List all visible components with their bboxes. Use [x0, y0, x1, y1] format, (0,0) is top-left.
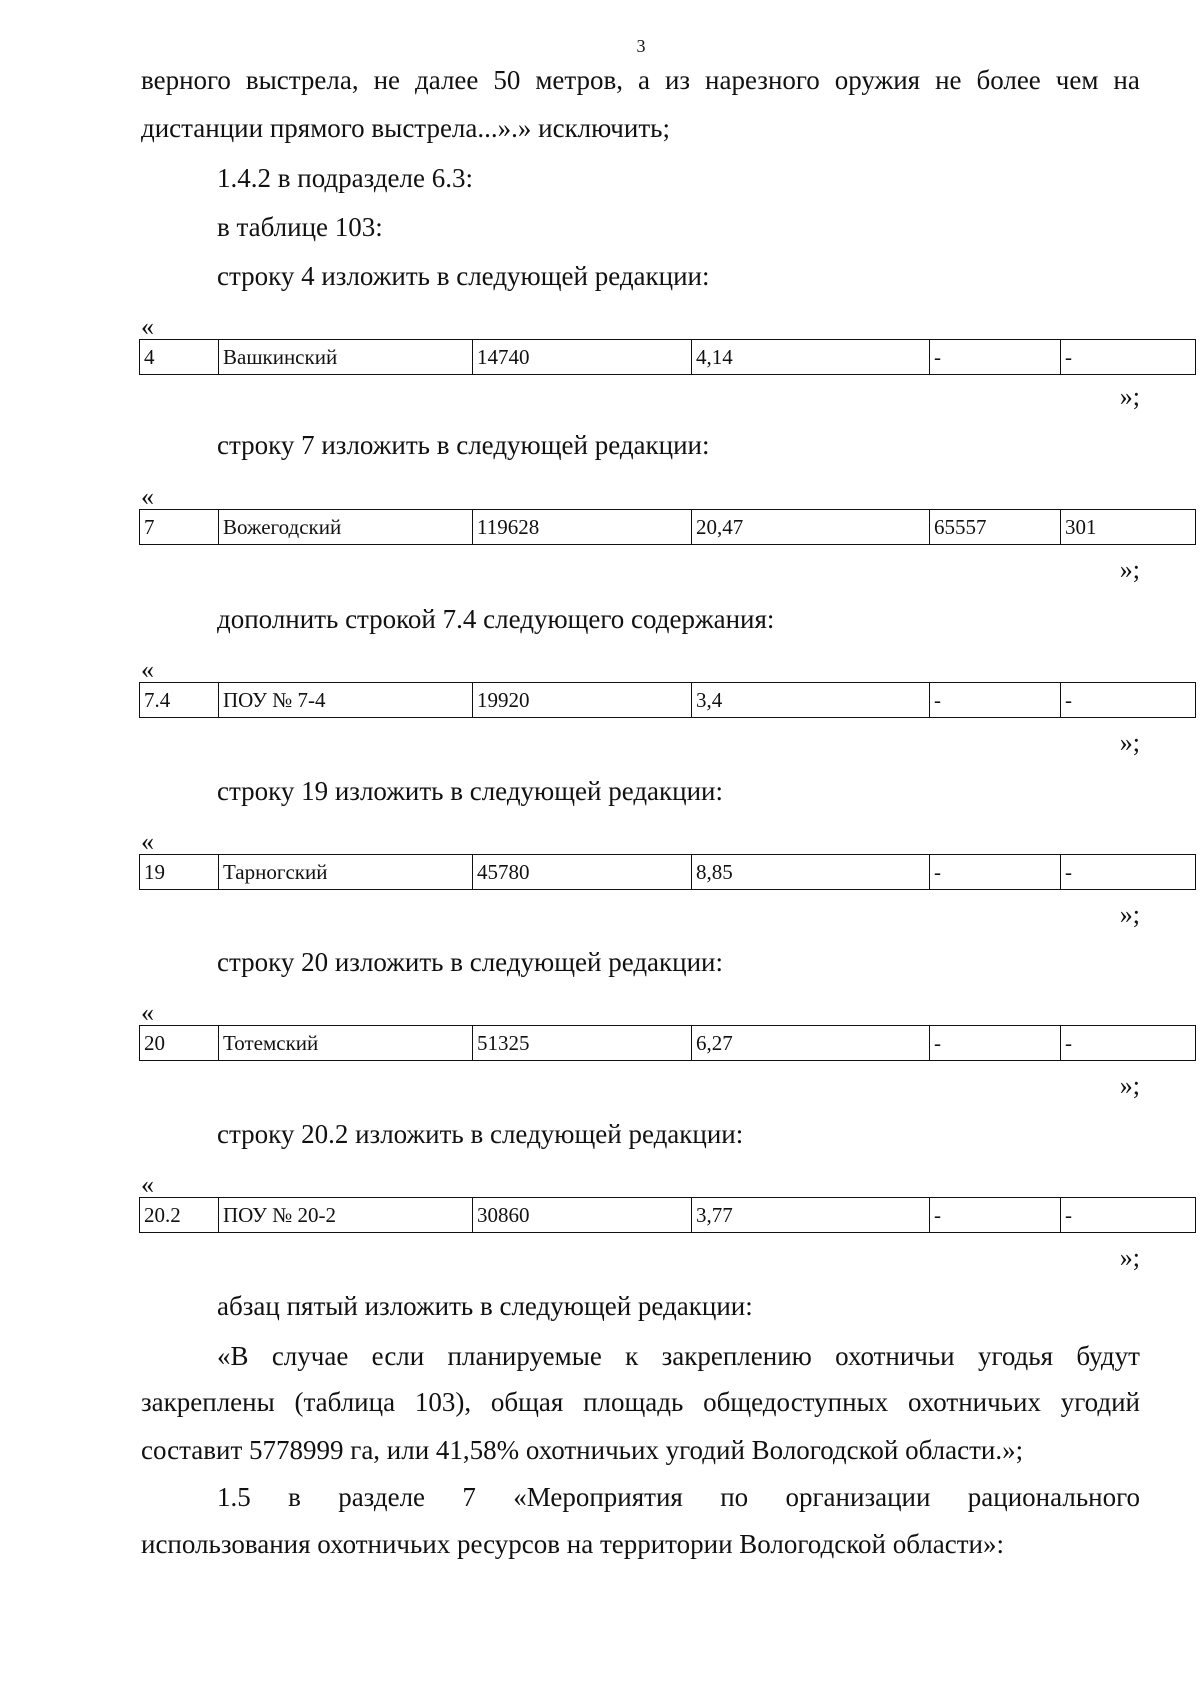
word: нарезного	[705, 65, 820, 95]
table-row	[140, 683, 1196, 718]
cell-value-1: 119628	[473, 510, 692, 545]
cell-number: 19	[140, 855, 219, 890]
open-quote: «	[141, 1170, 154, 1199]
cell-value-2: 4,14	[692, 340, 930, 375]
word: 1.5	[217, 1482, 251, 1512]
word: охотничьих	[907, 1387, 1041, 1417]
table-row	[140, 855, 1196, 890]
edit-instruction: строку 19 изложить в следующей редакции:	[217, 776, 724, 806]
paragraph-line	[217, 1481, 1140, 1513]
cell-value-1: 45780	[473, 855, 692, 890]
word: не	[935, 65, 962, 95]
cell-value-2: 6,27	[692, 1026, 930, 1061]
word: будут	[1076, 1341, 1140, 1371]
word: площадь	[583, 1387, 684, 1417]
table-row	[140, 510, 1196, 545]
word: угодий	[1060, 1387, 1140, 1417]
subsection-heading: 1.4.2 в подразделе 6.3:	[217, 163, 473, 193]
word: 103),	[414, 1387, 472, 1417]
cell-value-1: 14740	[473, 340, 692, 375]
close-quote: »;	[1119, 382, 1140, 411]
cell-name: Вашкинский	[219, 340, 473, 375]
edit-instruction: строку 7 изложить в следующей редакции:	[217, 430, 710, 460]
word: организации	[785, 1482, 931, 1512]
word: не	[373, 65, 401, 95]
word: 50	[493, 65, 521, 95]
table-row	[140, 1026, 1196, 1061]
cell-value-3: -	[930, 683, 1061, 718]
word: а	[638, 65, 650, 95]
cell-value-4: -	[1061, 855, 1196, 890]
close-quote: »;	[1119, 900, 1140, 929]
cell-value-4: -	[1061, 1026, 1196, 1061]
edit-instruction: строку 20 изложить в следующей редакции:	[217, 947, 724, 977]
open-quote: «	[141, 998, 154, 1027]
intro-line-2: дистанции прямого выстрела...».» исключить;	[141, 113, 670, 143]
cell-number: 4	[140, 340, 219, 375]
table-row-block	[139, 339, 1196, 375]
word: на	[1113, 65, 1140, 95]
close-quote: »;	[1119, 728, 1140, 757]
word: рационального	[967, 1482, 1140, 1512]
word: далее	[414, 65, 479, 95]
open-quote: «	[141, 827, 154, 856]
cell-value-3: -	[930, 1198, 1061, 1233]
cell-value-1: 51325	[473, 1026, 692, 1061]
word: закреплены	[141, 1387, 275, 1417]
word: общая	[490, 1387, 564, 1417]
word: к	[625, 1341, 639, 1371]
cell-value-4: -	[1061, 683, 1196, 718]
close-quote: »;	[1119, 555, 1140, 584]
paragraph-line: составит 5778999 га, или 41,58% охотничьих угодий Вологодской области.»;	[141, 1435, 1024, 1465]
table-row	[140, 340, 1196, 375]
word: метров,	[535, 65, 624, 95]
edit-instruction: строку 20.2 изложить в следующей редакции:	[217, 1119, 744, 1149]
cell-value-4: -	[1061, 1198, 1196, 1233]
cell-value-2: 20,47	[692, 510, 930, 545]
word: в	[288, 1482, 301, 1512]
paragraph-line: использования охотничьих ресурсов на территории Вологодской области»:	[141, 1529, 1004, 1559]
word: оружия	[834, 65, 921, 95]
close-quote: »;	[1119, 1071, 1140, 1100]
cell-name: Вожегодский	[219, 510, 473, 545]
cell-value-3: -	[930, 1026, 1061, 1061]
word: выстрела,	[245, 65, 359, 95]
word: более	[976, 65, 1041, 95]
cell-number: 7	[140, 510, 219, 545]
word: закреплению	[661, 1341, 812, 1371]
word: случае	[271, 1341, 349, 1371]
word: по	[720, 1482, 749, 1512]
cell-value-1: 19920	[473, 683, 692, 718]
cell-value-2: 8,85	[692, 855, 930, 890]
table-row-block	[139, 1197, 1196, 1233]
table-row-block	[139, 1025, 1196, 1061]
word: чем	[1055, 65, 1099, 95]
cell-value-4: -	[1061, 340, 1196, 375]
cell-value-1: 30860	[473, 1198, 692, 1233]
edit-instruction: строку 4 изложить в следующей редакции:	[217, 261, 710, 291]
intro-line-1	[141, 64, 1140, 96]
word: планируемые	[447, 1341, 602, 1371]
cell-number: 7.4	[140, 683, 219, 718]
table-row-block	[139, 854, 1196, 890]
cell-value-3: -	[930, 855, 1061, 890]
cell-value-2: 3,4	[692, 683, 930, 718]
table-row-block	[139, 682, 1196, 718]
cell-value-3: -	[930, 340, 1061, 375]
open-quote: «	[141, 312, 154, 341]
table-row	[140, 1198, 1196, 1233]
table-row-block	[139, 509, 1196, 545]
cell-number: 20	[140, 1026, 219, 1061]
edit-instruction: дополнить строкой 7.4 следующего содержания:	[217, 604, 775, 634]
cell-name: Тарногский	[219, 855, 473, 890]
close-quote: »;	[1119, 1243, 1140, 1272]
word: общедоступных	[703, 1387, 889, 1417]
word: если	[371, 1341, 425, 1371]
word: верного	[141, 65, 231, 95]
page-number: 3	[636, 36, 646, 56]
word: «В	[217, 1341, 249, 1371]
cell-number: 20.2	[140, 1198, 219, 1233]
word: из	[664, 65, 691, 95]
cell-value-3: 65557	[930, 510, 1061, 545]
open-quote: «	[141, 482, 154, 511]
paragraph-line	[141, 1386, 1140, 1418]
table-reference: в таблице 103:	[217, 212, 383, 242]
word: «Мероприятия	[513, 1482, 683, 1512]
word: угодья	[977, 1341, 1054, 1371]
cell-name: Тотемский	[219, 1026, 473, 1061]
word: охотничьи	[835, 1341, 955, 1371]
open-quote: «	[141, 655, 154, 684]
cell-name: ПОУ № 20-2	[219, 1198, 473, 1233]
abzac-instruction: абзац пятый изложить в следующей редакции:	[217, 1291, 753, 1321]
paragraph-line	[217, 1340, 1140, 1372]
cell-name: ПОУ № 7-4	[219, 683, 473, 718]
word: 7	[462, 1482, 476, 1512]
cell-value-4: 301	[1061, 510, 1196, 545]
word: разделе	[338, 1482, 426, 1512]
cell-value-2: 3,77	[692, 1198, 930, 1233]
word: (таблица	[294, 1387, 396, 1417]
